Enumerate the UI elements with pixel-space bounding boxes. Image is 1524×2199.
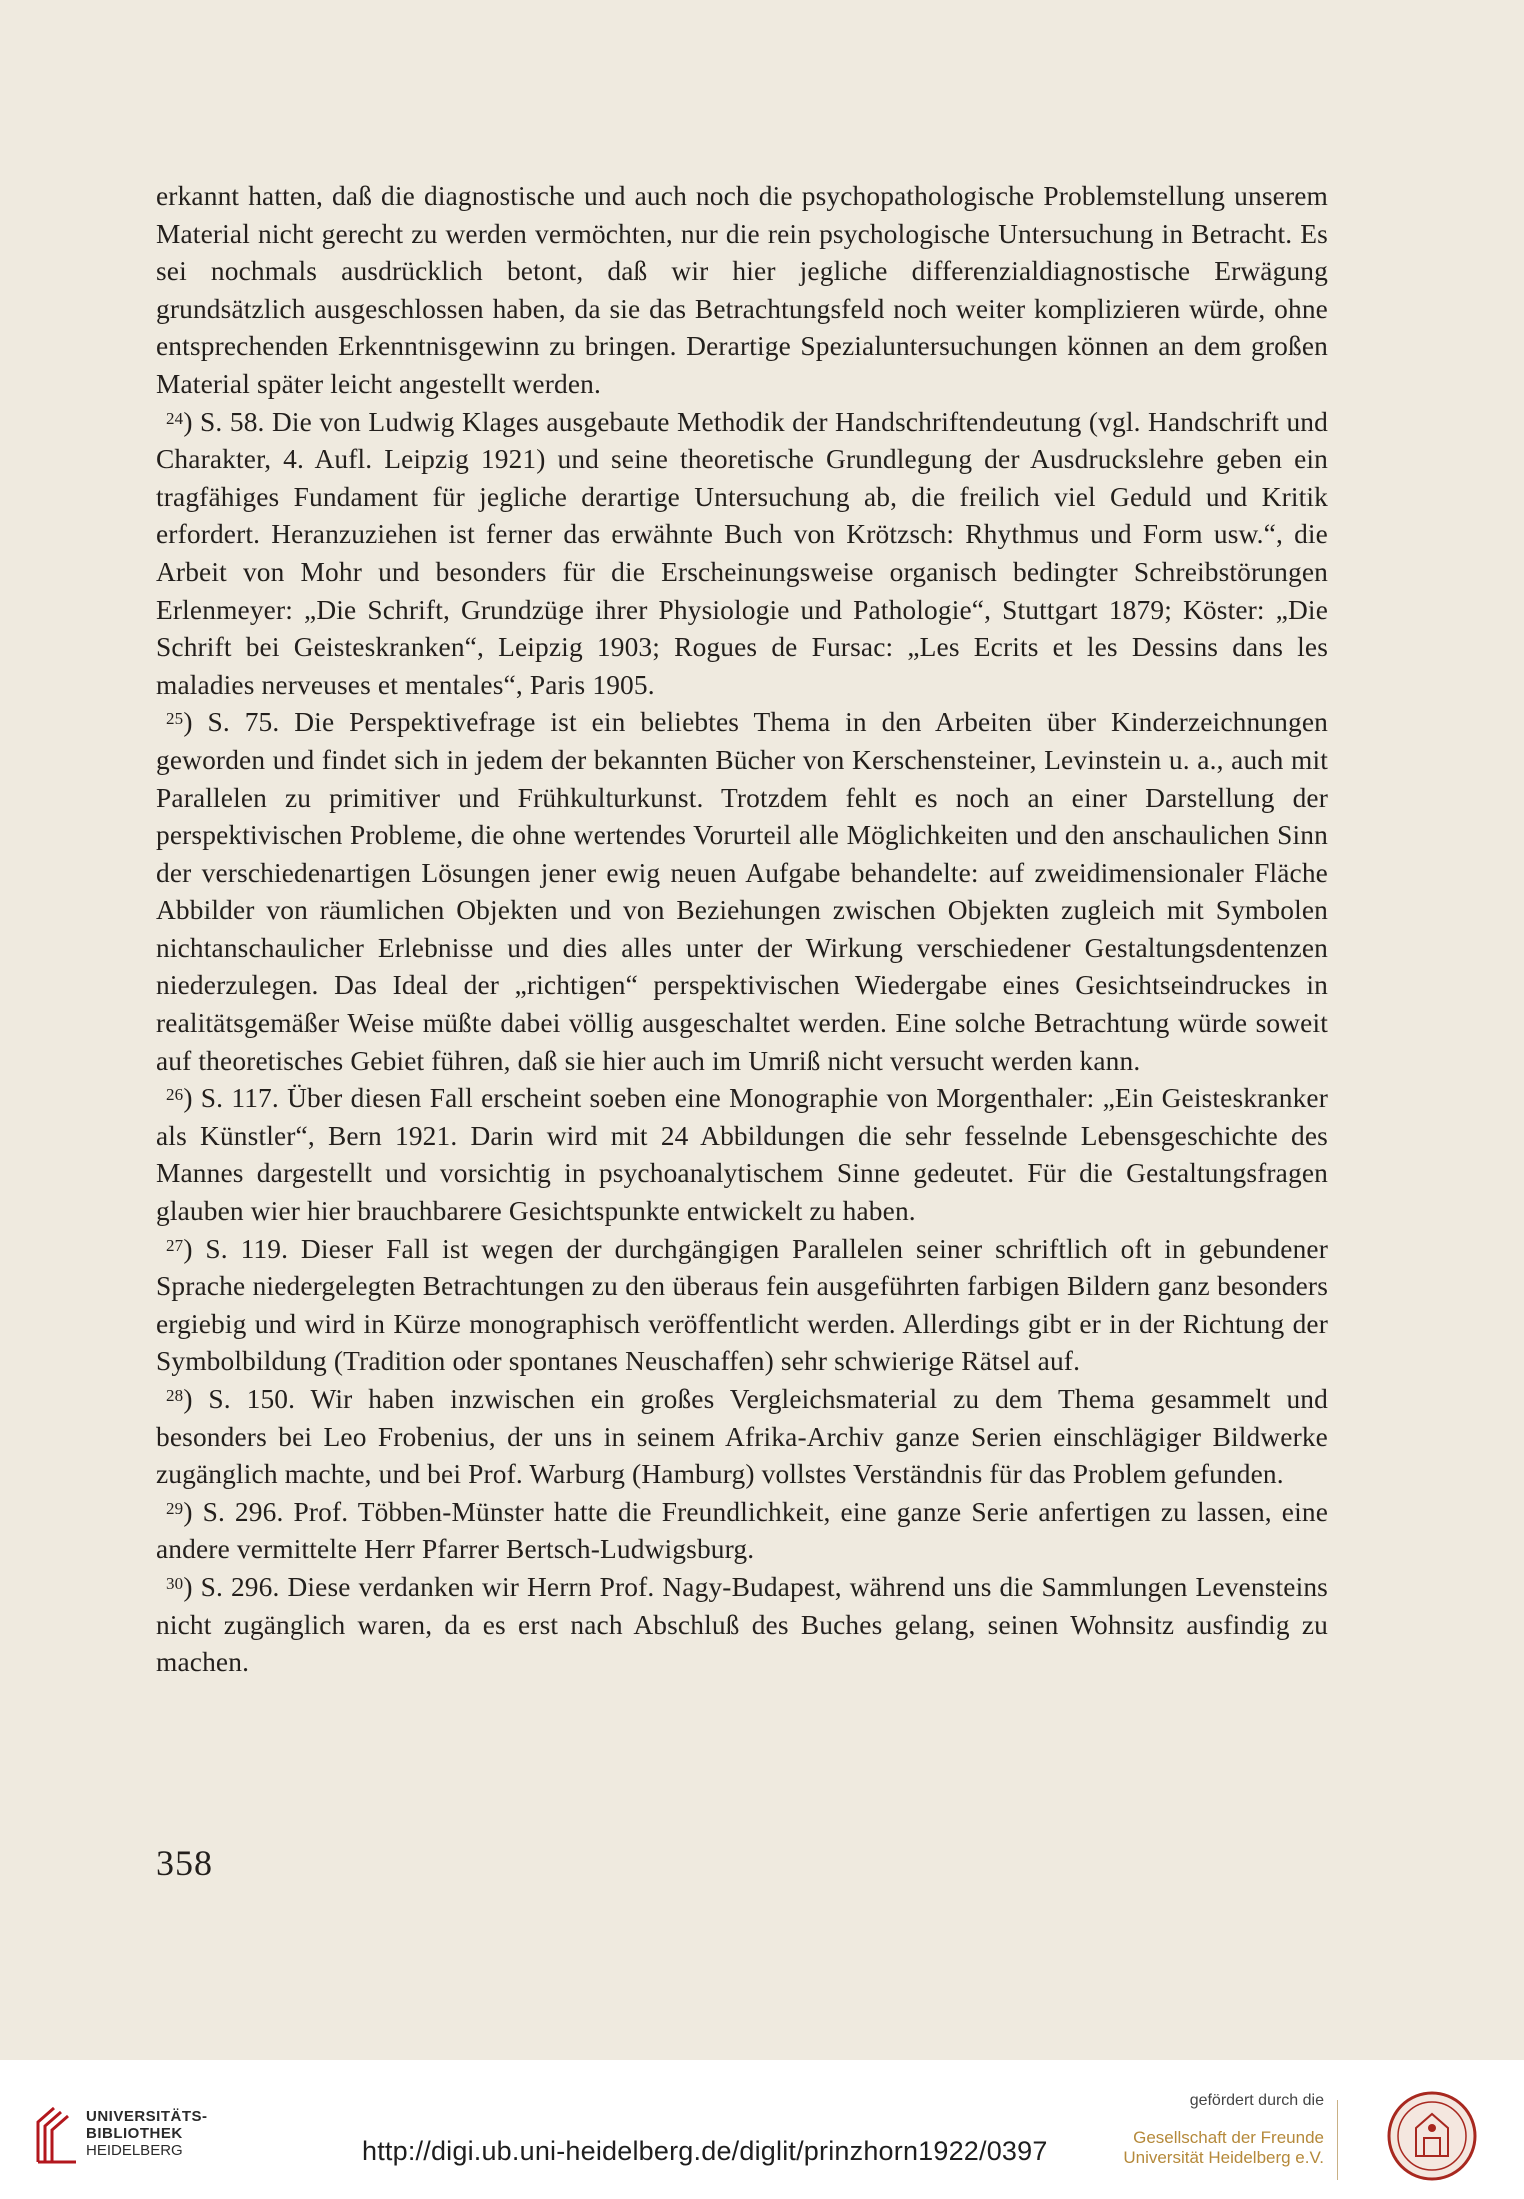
footnotes-text-block	[156, 178, 1328, 1682]
footnote-30	[156, 1569, 1328, 1682]
sponsor-lead: gefördert durch die	[1189, 2092, 1324, 2109]
footnote-number: 28	[166, 1386, 184, 1405]
footnote-text: ) S. 75. Die Perspektivefrage ist ein beliebtes Thema in den Arbeiten über Kinderzeichnungen geworden und findet sich in jedem der bekannten Bücher von Kerschensteiner, Levinstein u. a., auch mit Parallelen zu primitiver und Frühkulturkunst. Trotzdem fehlt es noch an einer Darstellung der perspektivischen Probleme, die ohne wertendes Vorurteil alle Möglichkeiten und den anschaulichen Sinn der verschiedenartigen Lösungen jener ewig neuen Aufgabe behandelte: auf zweidimensionaler Fläche Abbilder von räumlichen Objekten und von Beziehungen zwischen Objekten zugleich mit Symbolen nichtanschaulicher Erlebnisse und dies alles unter der Wirkung verschiedener Gestaltungsdentenzen niederzulegen. Das Ideal der „richtigen“ perspektivischen Wiedergabe eines Gesichtseindruckes in realitätsgemäßer Weise müßte dabei völlig ausgeschaltet werden. Eine solche Betrachtung würde soweit auf theoretisches Gebiet führen, daß sie hier auch im Umriß nicht versucht werden kann.	[156, 707, 1328, 1076]
footnote-24	[156, 404, 1328, 705]
footnote-27	[156, 1231, 1328, 1381]
university-seal-icon	[1386, 2090, 1478, 2182]
footnote-25	[156, 704, 1328, 1080]
permalink-url[interactable]: http://digi.ub.uni-heidelberg.de/diglit/prinzhorn1922/0397	[362, 2136, 1048, 2166]
sponsor-line-1: Gesellschaft der Freunde	[1133, 2128, 1324, 2147]
paragraph-text: erkannt hatten, daß die diagnostische und auch noch die psychopathologische Problemstellung unserem Material nicht gerecht zu werden vermöchten, nur die rein psychologische Untersuchung in Betracht. Es sei nochmals ausdrücklich betont, daß wir hier jegliche differenzialdiagnostische Erwägung grundsätzlich ausgeschlossen haben, da sie das Betrachtungsfeld noch weiter komplizieren würde, ohne entsprechenden Erkenntnisgewinn zu bringen. Derartige Spezialuntersuchungen können an dem großen Material später leicht angestellt werden.	[156, 181, 1328, 399]
paragraph-continuation	[156, 178, 1328, 404]
footnote-29	[156, 1494, 1328, 1569]
footnote-number: 24	[166, 408, 184, 428]
library-line-1: UNIVERSITÄTS-	[86, 2108, 208, 2125]
footnote-text: ) S. 117. Über diesen Fall erscheint soeben eine Monographie von Morgenthaler: „Ein Geisteskranker als Künstler“, Bern 1921. Darin wird mit 24 Abbildungen die sehr fesselnde Lebensgeschichte des Mannes dargestellt und vorsichtig in psychoanalytischem Sinne gedeutet. Für die Gestaltungsfragen glauben wier hier brauchbarere Gesichtspunkte entwickelt zu haben.	[156, 1083, 1328, 1227]
library-line-2: BIBLIOTHEK	[86, 2125, 183, 2142]
footnote-text: ) S. 119. Dieser Fall ist wegen der durchgängigen Parallelen seiner schriftlich oft in gebundener Sprache niedergelegten Betrachtungen zu den überaus fein ausgeführten farbigen Bildern ganz besonders ergiebig und wird in Kürze monographisch veröffentlicht werden. Allerdings gibt er in der Richtung der Symbolbildung (Tradition oder spontanes Neuschaffen) sehr schwierige Rätsel auf.	[156, 1233, 1328, 1377]
footnote-number: 30	[166, 1573, 184, 1593]
university-library-logo-icon	[34, 2104, 80, 2166]
library-line-3: HEIDELBERG	[86, 2142, 183, 2159]
page-number: 358	[156, 1843, 213, 1883]
footnote-26	[156, 1080, 1328, 1230]
footnote-text: ) S. 296. Prof. Többen-Münster hatte die Freundlichkeit, eine ganze Serie anfertigen zu lassen, eine andere vermittelte Herr Pfarrer Bertsch-Ludwigsburg.	[156, 1496, 1328, 1565]
digitization-footer	[0, 2060, 1524, 2199]
footnote-28	[156, 1381, 1328, 1494]
library-name	[86, 2108, 208, 2159]
footnote-number: 26	[166, 1085, 184, 1105]
divider	[1337, 2100, 1338, 2180]
footnote-text: ) S. 296. Diese verdanken wir Herrn Prof. Nagy-Budapest, während uns die Sammlungen Levensteins nicht zugänglich waren, da es erst nach Abschluß des Buches gelang, seinen Wohnsitz ausfindig zu machen.	[156, 1571, 1328, 1678]
sponsor-line-2: Universität Heidelberg e.V.	[1123, 2148, 1324, 2167]
footnote-text: ) S. 150. Wir haben inzwischen ein großes Vergleichsmaterial zu dem Thema gesammelt und besonders bei Leo Frobenius, der uns in seinem Afrika-Archiv ganze Serien einschlägiger Bildwerke zugänglich machte, und bei Prof. Warburg (Hamburg) vollstes Verständnis für das Problem gefunden.	[156, 1384, 1328, 1490]
sponsor-credit	[1123, 2090, 1324, 2168]
footnote-text: ) S. 58. Die von Ludwig Klages ausgebaute Methodik der Handschriftendeutung (vgl. Handschrift und Charakter, 4. Aufl. Leipzig 1921) und seine theoretische Grundlegung der Ausdruckslehre geben ein tragfähiges Fundament für jegliche derartige Untersuchung ab, die freilich viel Geduld und Kritik erfordert. Heranzuziehen ist ferner das erwähnte Buch von Krötzsch: Rhythmus und Form usw.“, die Arbeit von Mohr und besonders für die Erscheinungsweise organisch bedingter Schreibstörungen Erlenmeyer: „Die Schrift, Grundzüge ihrer Physiologie und Pathologie“, Stuttgart 1879; Köster: „Die Schrift bei Geisteskranken“, Leipzig 1903; Rogues de Fursac: „Les Ecrits et les Dessins dans les maladies nerveuses et mentales“, Paris 1905.	[156, 406, 1328, 700]
footnote-number: 27	[166, 1235, 184, 1255]
footnote-number: 25	[166, 709, 184, 729]
footnote-number: 29	[166, 1498, 184, 1518]
